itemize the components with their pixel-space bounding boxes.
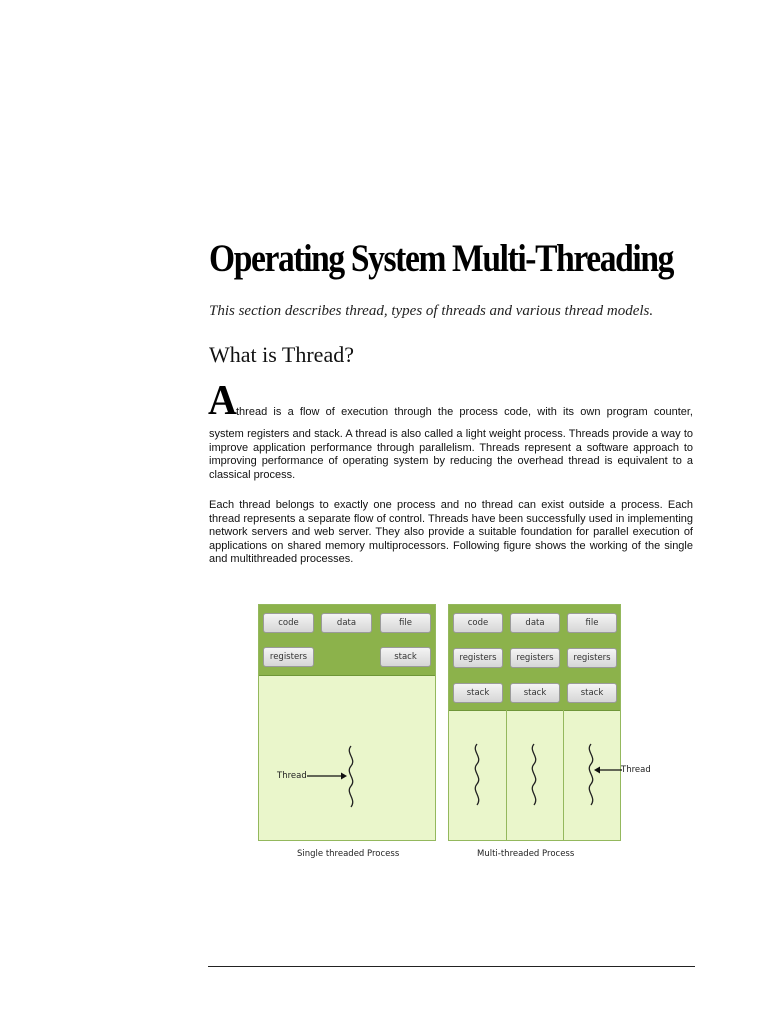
data-box: data [321,613,372,633]
stack-box: stack [567,683,617,703]
paragraph-first-line: thread is a flow of execution through the process code, with its own program counter, [236,406,693,418]
data-box: data [510,613,560,633]
thread-arrow-icon [594,765,622,775]
thread-label: Thread [621,765,651,775]
code-box: code [453,613,503,633]
thread-squiggle-icon [584,743,598,807]
stack-box: stack [510,683,560,703]
footer-rule [208,966,695,967]
section-heading: What is Thread? [209,342,354,367]
drop-cap: A [208,378,237,424]
single-threaded-process [258,604,436,859]
paragraph-2: Each thread belongs to exactly one process and no thread can exist outside a process. Each thread represents a separate flow of control. Threads have been successfully used in implementing network servers and web server. They also provide a suitable foundation for parallel execution of applications on shared memory multiprocessors. Following figure shows the working of the single and multithreaded processes. [209,499,693,565]
thread-squiggle-icon [470,743,484,807]
paragraph-1: system registers and stack. A thread is also called a light weight process. Threads provide a way to improve application performance through parallelism. Threads represent a software approach to improving performance of operating system by reducing the overhead thread is equivalent to a classical process. [209,428,693,481]
multi-caption: Multi-threaded Process [477,849,575,859]
code-box: code [263,613,314,633]
multi-threaded-process [448,604,621,859]
thread-squiggle-icon [344,745,358,809]
registers-box: registers [263,647,314,667]
registers-box: registers [510,648,560,668]
stack-box: stack [380,647,431,667]
file-box: file [380,613,431,633]
thread-squiggle-icon [527,743,541,807]
stack-box: stack [453,683,503,703]
registers-box: registers [453,648,503,668]
registers-box: registers [567,648,617,668]
column-divider [563,710,564,840]
column-divider [506,710,507,840]
single-caption: Single threaded Process [297,849,400,859]
file-box: file [567,613,617,633]
thread-arrow-icon [307,771,347,781]
page-title: Operating System Multi-Threading [209,237,674,280]
thread-label: Thread [277,771,307,781]
page-subtitle: This section describes thread, types of threads and various thread models. [209,303,654,319]
